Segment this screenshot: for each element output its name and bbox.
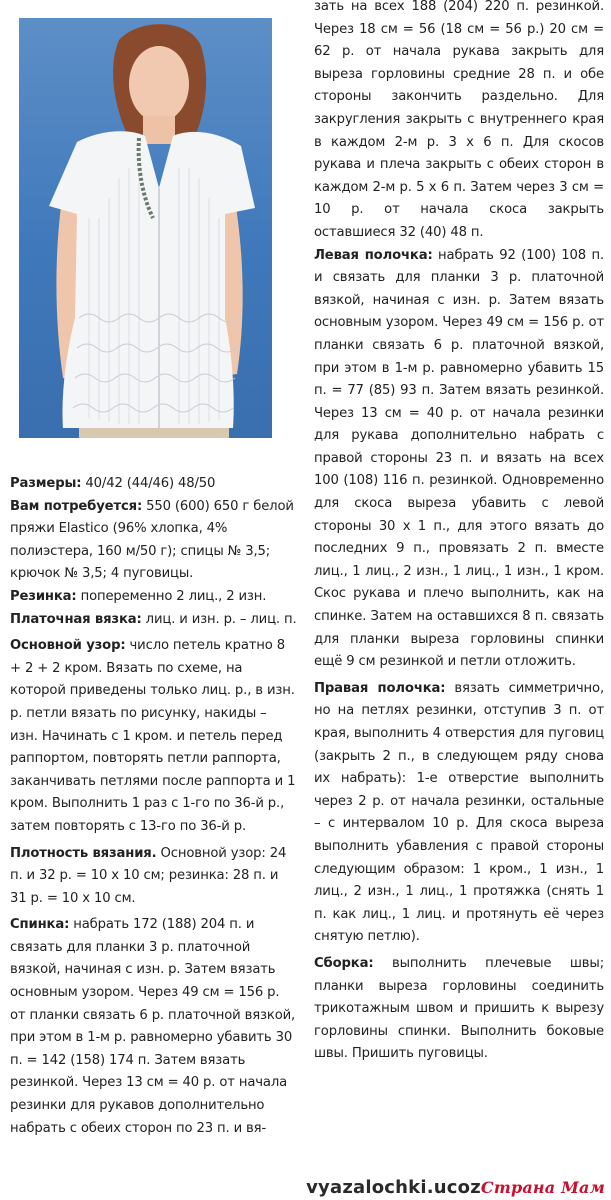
materials-label: Вам потребуется:	[10, 498, 143, 514]
materials-paragraph	[10, 496, 298, 586]
gauge-paragraph	[10, 843, 298, 911]
assembly-label: Сборка:	[314, 955, 374, 971]
back-paragraph	[10, 914, 298, 1140]
sizes-paragraph	[10, 473, 298, 496]
assembly-text: выполнить плечевые швы; планки выреза горловины соединить трикотажным швом и пришить к вырезу горловины спинки. Выполнить боковые швы. Пришить пуговицы.	[314, 955, 604, 1062]
main-pattern-text: число петель кратно 8 + 2 + 2 кром. Вязать по схеме, на которой приведены только лиц. р., в изн. р. петли вязать по рисунку, накиды – изн. Начинать с 1 кром. и петель перед раппортом, повторять петли раппорта, заканчивать петлями после раппорта и 1 кром. Выполнить 1 раз с 1-го по 36-й р., затем повторять с 13-го по 36-й р.	[10, 638, 296, 834]
right-front-label: Правая полочка:	[314, 680, 446, 696]
garter-label: Платочная вязка:	[10, 611, 142, 627]
knit-tunic-model-photo	[19, 18, 272, 438]
watermark-brand: Страна Мам	[480, 1178, 605, 1197]
sizes-label: Размеры:	[10, 476, 82, 491]
left-front-paragraph	[314, 245, 604, 674]
rib-paragraph	[10, 586, 298, 609]
assembly-paragraph	[314, 953, 604, 1066]
site-watermark	[306, 1177, 605, 1198]
back-text: набрать 172 (188) 204 п. и связать для планки 3 р. платочной вязкой, начиная с изн. р. Затем вязать основным узором. Через 49 см = 156 р. от планки связать 6 р. платочной вязкой, при этом в 1-м р. равномерно убавить 30 п. = 142 (158) 174 п. Затем вязать резинкой. Через 13 см = 40 р. от начала резинки для рукавов дополнительно набрать с обеих сторон по 23 п. и вя-	[10, 917, 296, 1136]
right-text-column	[314, 0, 604, 1066]
model-photo	[19, 18, 272, 438]
back-continued-text: зать на всех 188 (204) 220 п. резинкой. Через 18 см = 56 (18 см = 56 р.) 20 см = 62 р. от начала рукава закрыть для выреза горловины средние 28 п. и обе стороны закончить раздельно. Для закругления закрыть с внутреннего края в каждом 2-м р. 3 х 6 п. Для скосов рукава и плеча закрыть с обеих сторон в каждом 2-м р. 5 х 6 п. Затем через 3 см = 10 р. от начала скоса закрыть оставшиеся 32 (40) 48 п.	[314, 0, 604, 240]
rib-label: Резинка:	[10, 588, 77, 604]
main-pattern-paragraph	[10, 635, 298, 838]
garter-paragraph	[10, 609, 298, 632]
rib-text: попеременно 2 лиц., 2 изн.	[76, 588, 267, 604]
gauge-text: Основной узор: 24 п. и 32 р. = 10 х 10 см; резинка: 28 п. и 31 р. = 10 х 10 см.	[10, 845, 287, 906]
left-text-column	[10, 473, 298, 1140]
sizes-text: 40/42 (44/46) 48/50	[81, 476, 216, 491]
back-continued-paragraph	[314, 0, 604, 245]
garter-text: лиц. и изн. р. – лиц. п.	[141, 611, 297, 627]
left-front-label: Левая полочка:	[314, 247, 433, 263]
main-pattern-label: Основной узор:	[10, 638, 126, 654]
gauge-label: Плотность вязания.	[10, 845, 157, 861]
back-label: Спинка:	[10, 917, 70, 933]
watermark-site: vyazalochki.ucoz	[306, 1177, 481, 1198]
left-front-text: набрать 92 (100) 108 п. и связать для планки 3 р. платочной вязкой, начиная с изн. р. Затем вязать основным узором. Через 49 см = 156 р. от планки связать 6 р. платочной вязкой, при этом в 1-м р. равномерно убавить 15 п. = 77 (85) 93 п. Затем вязать резинкой. Через 13 см = 40 р. от начала резинки для рукава дополнительно набрать с правой стороны 23 п. и вязать на всех 100 (108) 116 п. резинкой. Одновременно для скоса выреза убавить с левой стороны 30 х 1 п., для этого вязать до последних 9 п., провязать 2 п. вместе лиц., 1 лиц., 2 изн., 1 лиц., 1 изн., 1 кром. Скос рукава и плечо выполнить, как на спинке. Затем на оставшихся 8 п. связать для планки выреза горловины спинки ещё 9 см резинкой и петли отложить.	[314, 247, 604, 670]
right-front-paragraph	[314, 678, 604, 949]
materials-text: 550 (600) 650 г белой пряжи Elastico (96% хлопка, 4% полиэстера, 160 м/50 г); спицы № 3,5; крючок № 3,5; 4 пуговицы.	[10, 498, 294, 582]
right-front-text: вязать симметрично, но на петлях резинки, отступив 3 п. от края, выполнить 4 отверстия для пуговиц (закрыть 2 п., в следующем ряду снова их набрать): 1-е отверстие выполнить через 2 р. от начала резинки, остальные – с интервалом 10 р. Для скоса выреза выполнить убавления с правой стороны следующим образом: 1 кром., 1 изн., 1 лиц., 2 изн., 1 лиц., 1 протяжка (снять 1 п. как лиц., 1 лиц. и протянуть её через снятую петлю).	[314, 680, 604, 945]
